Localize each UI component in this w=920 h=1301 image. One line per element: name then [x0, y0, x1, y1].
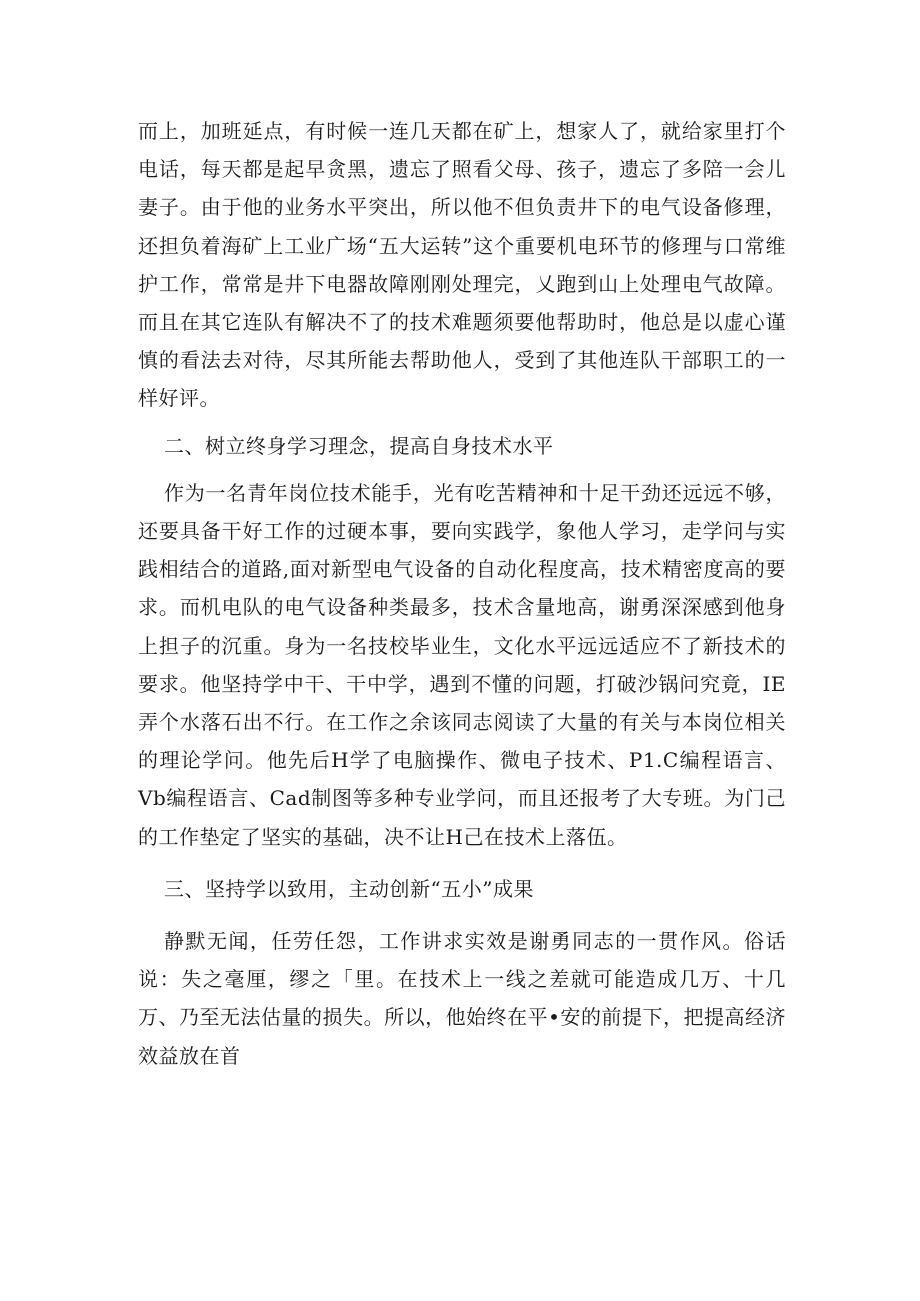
section-heading-2: 二、树立终身学习理念，提高自身技术水平	[164, 433, 554, 458]
section-heading-3: 三、坚持学以致用，主动创新“五小”成果	[164, 876, 534, 901]
paragraph-1: 而上，加班延点，有时候一连几天都在矿上，想家人了，就给家里打个电话，每天都是起早贪黑，遗忘了照看父母、孩子，遗忘了多陪一会儿妻子。由于他的业务水平突出，所以他不但负责井下的电气设备修理，还担负着海矿上工业广场“五大运转”这个重要机电环节的修理与口常维护工作，常常是井下电器故障刚刚处理完，乂跑到山上处理电气故障。而且在其它连队有解决不了的技术难题须要他帮助时，他总是以虚心谨慎的看法去对待，尽其所能去帮助他人，受到了其他连队干部职工的一样好评。	[138, 119, 786, 411]
spacer	[138, 908, 786, 922]
spacer	[138, 465, 786, 474]
paragraph-3: 静默无闻，任劳任怨，工作讲求实效是谢勇同志的一贯作风。俗话说：失之毫厘，缪之「里。在技术上一线之差就可能造成几万、十几万、乃至无法估量的损失。所以，他始终在平•安的前提下，把提高经济效益放在首	[138, 929, 786, 1068]
paragraph-2: 作为一名青年岗位技术能手，光有吃苦精神和十足干劲还远远不够，还要具备干好工作的过硬本事，要向实践学，象他人学习，走学问与实践相结合的道路,面对新型电气设备的自动化程度高，技术精密度高的要求。而机电队的电气设备种类最多，技术含量地高，谢勇深深感到他身上担子的沉重。身为一名技校毕业生，文化水平远远适应不了新技术的要求。他坚持学中干、干中学，遇到不懂的问题，打破沙锅问究竟，IE弄个水落石出不行。在工作之余该同志阅读了大量的有关与本岗位相关的理论学问。他先后H学了电脑操作、微电子技术、P1.C编程语言、Vb编程语言、Cad制图等多种专业学问，而且还报考了大专班。为门己的工作垫定了坚实的基础，决不让H己在技术上落伍。	[138, 480, 786, 849]
document-body	[138, 112, 786, 1075]
spacer	[138, 418, 786, 427]
spacer	[138, 856, 786, 870]
